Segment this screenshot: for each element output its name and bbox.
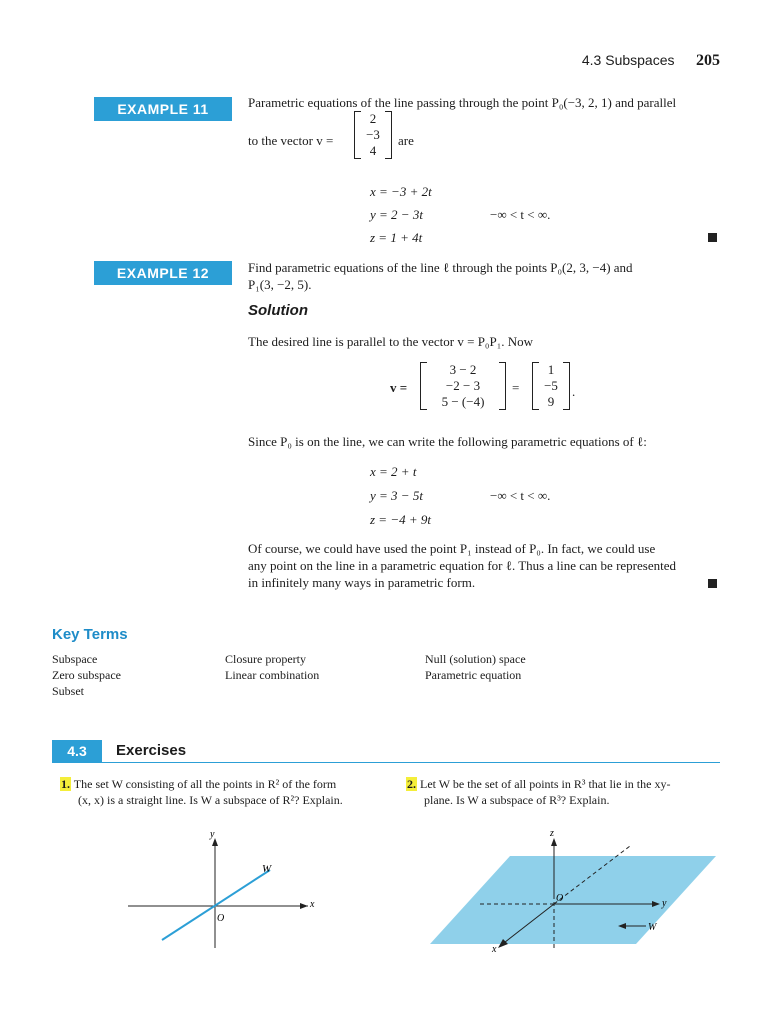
of-course-text-2: any point on the line in a parametric equation for ℓ. Thus a line can be represented [248, 558, 676, 573]
problem-number: 1. [61, 777, 70, 791]
matrix-entry: 5 − (−4) [441, 394, 485, 409]
z-axis-label: z [550, 828, 554, 839]
end-of-example-mark [708, 579, 717, 588]
x-axis-label: x [310, 899, 315, 910]
example-11-text: Parametric equations of the line passing through the point P₀(−3, 2, 1) and parallel [248, 95, 677, 110]
origin-label: O [556, 893, 564, 904]
problem-text: Let W be the set of all points in R³ that lie in the xy- [420, 777, 671, 791]
figure-line-in-r2 [120, 826, 320, 956]
x-axis-label: x [492, 944, 497, 955]
example-12-tag: EXAMPLE 12 [94, 261, 232, 285]
difference-matrix [420, 362, 506, 410]
problem-text: The set W consisting of all the points in R² of the form [73, 777, 337, 791]
matrix-entry: −3 [366, 127, 380, 142]
section-title: 4.3 Subspaces [581, 52, 675, 68]
exercises-section-number: 4.3 [52, 740, 102, 762]
since-text: Since P₀ is on the line, we can write the following parametric equations of ℓ: [248, 434, 647, 449]
key-term: Null (solution) space [425, 652, 526, 666]
key-terms-column-1 [52, 651, 121, 699]
matrix-entry: 2 [369, 111, 377, 126]
figure-xy-plane-in-r3 [420, 826, 720, 956]
page-number: 205 [696, 52, 720, 69]
problem-number: 2. [407, 777, 416, 791]
example-12-text: Find parametric equations of the line ℓ through the points P₀(2, 3, −4) and [248, 260, 633, 275]
w-label: W [262, 863, 272, 875]
key-terms-column-3 [425, 651, 526, 683]
matrix-entry: −5 [544, 378, 558, 393]
are-label: are [398, 133, 414, 148]
exercises-title: Exercises [116, 742, 187, 759]
equation-y: y = 2 − 3t [370, 207, 423, 222]
matrix-entry: 9 [547, 394, 555, 409]
problem-text-2: (x, x) is a straight line. Is W a subspace of R²? Explain. [78, 793, 343, 807]
parameter-range: −∞ < t < ∞. [490, 207, 551, 222]
origin-label: O [217, 913, 225, 924]
solution-heading: Solution [248, 302, 308, 319]
desired-line-text: The desired line is parallel to the vector v = P₀P₁. Now [248, 334, 533, 349]
matrix-entry: 3 − 2 [449, 362, 477, 377]
equation-y: y = 3 − 5t [370, 488, 423, 503]
vector-v-matrix [354, 111, 392, 159]
x-axis-arrow-icon [300, 903, 308, 909]
key-term: Zero subspace [52, 668, 121, 682]
of-course-text-3: in infinitely many ways in parametric form. [248, 575, 476, 590]
equation-z: z = 1 + 4t [370, 230, 423, 245]
end-of-example-mark [708, 233, 717, 242]
v-equals-label: v = [390, 380, 408, 395]
equation-x: x = 2 + t [370, 464, 417, 479]
parameter-range: −∞ < t < ∞. [490, 488, 551, 503]
key-term: Subspace [52, 652, 98, 666]
key-terms-heading: Key Terms [52, 626, 128, 643]
matrix-entry: 1 [547, 362, 555, 377]
to-vector-label: to the vector v = [248, 133, 334, 148]
problem-text-2: plane. Is W a subspace of R³? Explain. [424, 793, 610, 807]
y-axis-label: y [662, 898, 667, 909]
key-terms-column-2 [225, 651, 319, 683]
problem-2 [406, 776, 726, 808]
line-w [162, 870, 270, 940]
equation-x: x = −3 + 2t [370, 184, 432, 199]
equals-sign: = [512, 380, 520, 395]
example-12-text-2: P₁(3, −2, 5). [248, 277, 312, 292]
key-term: Parametric equation [425, 668, 522, 682]
running-header [582, 52, 720, 70]
key-term: Closure property [225, 652, 306, 666]
key-term: Linear combination [225, 668, 320, 682]
matrix-entry: 4 [369, 143, 377, 158]
exercises-header [52, 740, 720, 763]
xy-plane [430, 856, 716, 944]
example-11-tag: EXAMPLE 11 [94, 97, 232, 121]
equation-z: z = −4 + 9t [370, 512, 431, 527]
result-matrix [532, 362, 570, 410]
matrix-entry: −2 − 3 [445, 378, 481, 393]
period: . [572, 384, 576, 399]
w-label: W [648, 922, 657, 933]
of-course-text: Of course, we could have used the point P₁ instead of P₀. In fact, we could use [248, 541, 656, 556]
z-axis-arrow-icon [551, 838, 557, 846]
problem-1 [60, 776, 380, 808]
key-term: Subset [52, 684, 85, 698]
y-axis-label: y [210, 829, 215, 840]
